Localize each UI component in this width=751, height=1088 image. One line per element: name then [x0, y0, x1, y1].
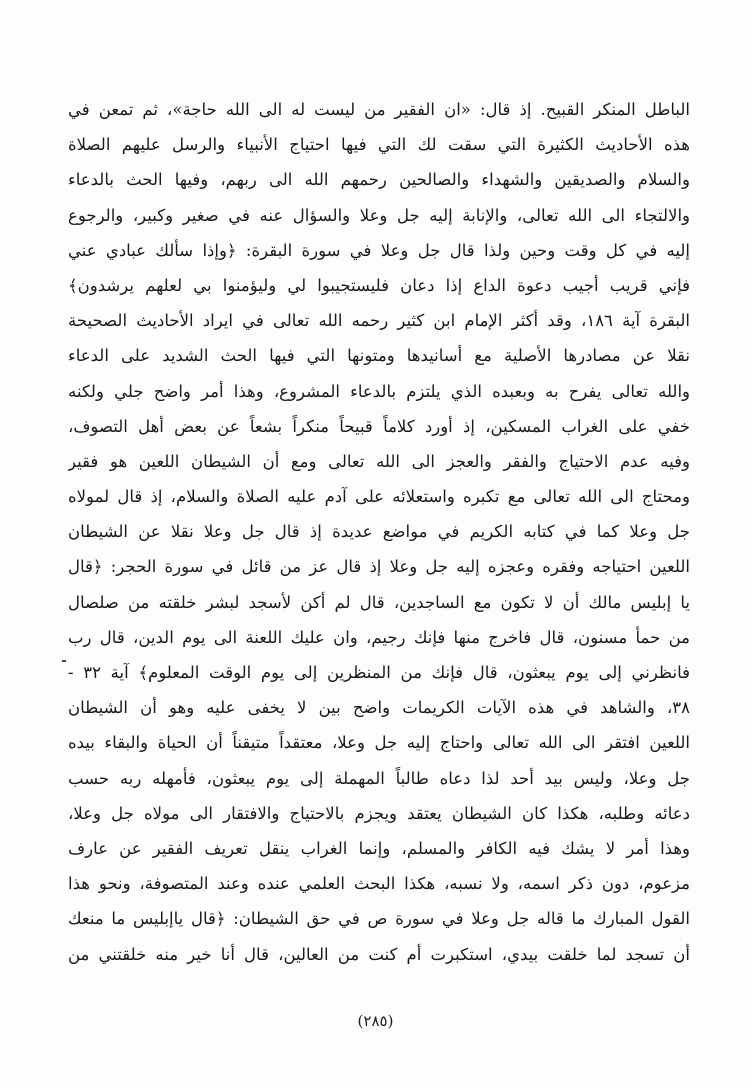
text-line: فإني قريب أجيب دعوة الداع إذا دعان فليستجيبوا لي وليؤمنوا بي لعلهم يرشدون﴾ — [68, 275, 690, 295]
text-line: هذه الأحاديث الكثيرة التي سقت لك التي فيها احتياج الأنبياء والرسل عليهم الصلاة — [68, 135, 690, 155]
text-line: أن تسجد لما خلقت بيدي، استكبرت أم كنت من العالين، قال أنا خير منه خلقتني من — [68, 944, 690, 964]
text-line: خفي على الغراب المسكين، إذ أورد كلاماً قبيحاً منكراً بشعاً عن بعض أهل التصوف، — [68, 416, 690, 436]
text-line: الباطل المنكر القبيح. إذ قال: «ان الفقير من ليست له الى الله حاجة»، ثم تمعن في — [68, 100, 690, 119]
body-text — [68, 92, 690, 972]
text-line: وهذا أمر لا يشك فيه الكافر والمسلم، وإنما الغراب ينقل تعريف الفقير عن عارف — [68, 838, 690, 858]
page-number: (٢٨٥) — [357, 1012, 394, 1030]
text-line: والسلام والصديقين والشهداء والصالحين رحمهم الله الى ربهم، وفيها الحث بالدعاء — [68, 170, 690, 190]
text-line: القول المبارك ما قاله جل وعلا في سورة ص في حق الشيطان: ﴿قال ياإبليس ما منعك — [68, 909, 690, 929]
text-line: فانظرني إلى يوم يبعثون، قال فإنك من المنظرين إلى يوم الوقت المعلوم﴾ آية ٣٢ - — [68, 663, 690, 682]
text-line: نقلا عن مصادرها الأصلية مع أسانيدها ومتونها التي فيها الحث الشديد على الدعاء — [68, 346, 690, 366]
text-line: ٣٨، والشاهد في هذه الآيات الكريمات واضح بين لا يخفى عليه وهو أن الشيطان — [68, 698, 690, 718]
margin-mark — [62, 660, 66, 662]
text-line: والالتجاء الى الله تعالى، والإنابة إليه جل وعلا والسؤال عنه في صغير وكبير، والرجوع — [68, 205, 690, 225]
text-line: اللعين افتقر الى الله تعالى واحتاج إليه جل وعلا، معتقداً متيقناً أن الحياة والبقاء بيده — [68, 733, 690, 753]
text-line: دعائه وطلبه، هكذا كان الشيطان يعتقد ويجزم بالاحتياج والافتقار الى مولاه جل وعلا، — [68, 803, 690, 823]
text-line: اللعين احتياجه وفقره وعجزه إليه جل وعلا إذ قال عز من قائل في سورة الحجر: ﴿قال — [68, 557, 690, 577]
text-line: يا إبليس مالك أن لا تكون مع الساجدين، قال لم أكن لأسجد لبشر خلقته من صلصال — [68, 592, 690, 612]
text-line: إليه في كل وقت وحين ولذا قال جل وعلا في سورة البقرة: ﴿وإذا سألك عبادي عني — [68, 240, 690, 260]
text-line: البقرة آية ١٨٦، وقد أكثر الإمام ابن كثير رحمه الله تعالى في ايراد الأحاديث الصحيحة — [68, 311, 690, 331]
text-line: ومحتاج الى الله تعالى مع تكبره واستعلائه على آدم عليه الصلاة والسلام، إذ قال لمولاه — [68, 487, 690, 507]
text-line: جل وعلا كما في كتابه الكريم في مواضع عديدة إذ قال جل وعلا نقلا عن الشيطان — [68, 522, 690, 542]
text-line: مزعوم، دون ذكر اسمه، ولا نسبه، هكذا البحث العلمي عنده وعند المتصوفة، ونحو هذا — [68, 874, 690, 894]
text-line: من حمأ مسنون، قال فاخرج منها فإنك رجيم، وان عليك اللعنة الى يوم الدين، قال رب — [68, 627, 690, 647]
text-line: وفيه عدم الاحتياج والفقر والعجز الى الله تعالى ومع أن الشيطان اللعين هو فقير — [68, 451, 690, 471]
text-line: والله تعالى يفرح به وبعبده الذي يلتزم بالدعاء المشروع، وهذا أمر واضح جلي ولكنه — [68, 381, 690, 401]
text-line: جل وعلا، وليس بيد أحد لذا دعاه طالباً المهملة إلى يوم يبعثون، فأمهله ربه حسب — [68, 768, 690, 788]
